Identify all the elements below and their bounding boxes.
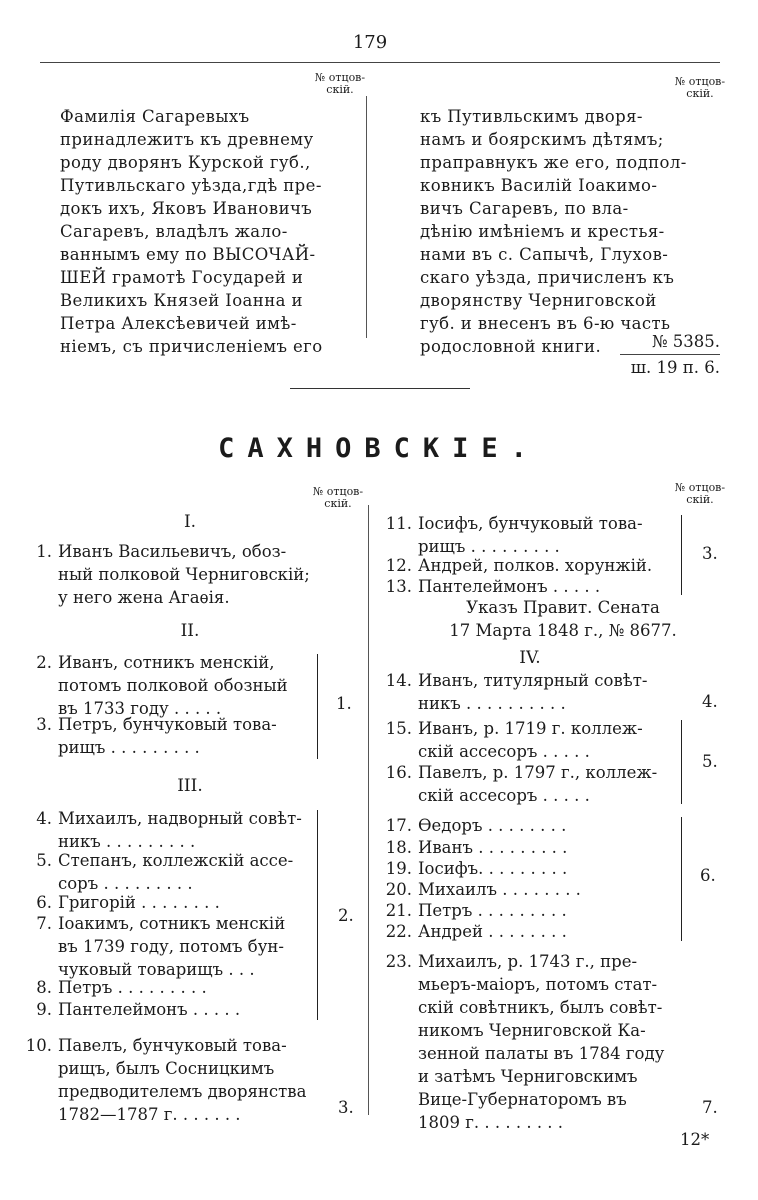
text-line: Ѳедоръ . . . . . . . . [418,816,567,835]
generation-1: I. [183,512,197,532]
entry-7 [12,912,333,981]
text-line: и затѣмъ Черниговскимъ [418,1067,638,1086]
entry-14 [372,669,718,715]
text-line: зенной палаты въ 1784 году [418,1044,665,1063]
entry-text [58,998,333,1021]
entry-text [418,920,703,943]
text-line: 1782—1787 г. . . . . . . [58,1105,241,1124]
entry-number: 21. [385,901,412,920]
family-title: САХНОВСКІЕ. [218,433,540,464]
entry-text [58,540,333,609]
text-line: Иванъ, р. 1719 г. коллеж- [418,719,643,738]
entry-number: 15. [385,719,412,738]
text-line: никомъ Черниговской Ка- [418,1021,646,1040]
entry-20 [372,878,703,901]
text-line: Іосифъ, бунчуковый това- [418,514,643,533]
text-line: Иванъ, сотникъ менскій, [58,653,275,672]
entry-6 [12,891,333,914]
text-line: чуковый товарищъ . . . [58,960,255,979]
text-line: докъ ихъ, Яковъ Ивановичъ [60,199,313,218]
column-note-3: № отцов- скій. [312,485,364,510]
text-line: Михаилъ, р. 1743 г., пре- [418,952,638,971]
entry-number: 16. [385,763,412,782]
entry-19 [372,857,703,880]
entry-text [58,912,333,981]
generation-3: III. [177,776,203,796]
entry-15 [372,717,703,763]
entry-16 [372,761,703,807]
entry-number: 10. [25,1036,52,1055]
text-line: родословной книги. [420,337,602,356]
text-line: Петръ . . . . . . . . . [418,901,567,920]
entry-number: 20. [385,880,412,899]
text-line: Великихъ Князей Іоанна и [60,291,303,310]
text-line: ШЕЙ грамотѣ Государей и [60,268,304,287]
entry-text [58,891,333,914]
entry-number: 13. [385,577,412,596]
brace-11-13 [680,515,682,595]
text-line: Иванъ . . . . . . . . . [418,838,568,857]
text-line: Сагаревъ, владѣлъ жало- [60,222,288,241]
entry-23 [372,950,708,1134]
column-note-1: № отцов- скій. [314,71,366,96]
text-line: Указъ Правит. Сената [466,598,660,617]
text-line: Михаилъ . . . . . . . . [418,880,581,899]
ref-17-22: 6. [700,866,716,885]
brace-4-9 [316,810,318,1020]
signature-mark: 12* [680,1130,710,1149]
entry-13 [372,575,703,598]
page-number: 179 [352,32,388,53]
ref-10: 3. [338,1098,354,1117]
text-line: рищъ . . . . . . . . . [418,537,560,556]
entry-text [418,575,703,598]
entry-text [58,807,333,853]
text-line: Петра Алексѣевичей имѣ- [60,314,297,333]
entry-number: 3. [36,715,52,734]
entry-text [418,554,703,577]
text-line: скій ассесоръ . . . . . [418,786,590,805]
text-line: нами въ с. Сапычѣ, Глухов- [420,245,669,264]
entry-number: 12. [385,556,412,575]
brace-17-22 [680,817,682,941]
text-line: рищъ, былъ Сосницкимъ [58,1059,275,1078]
text-line: Вице-Губернаторомъ въ [418,1090,627,1109]
text-line: потомъ полковой обозный [58,676,288,695]
entry-text [58,1034,333,1126]
text-line: Іоакимъ, сотникъ менскій [58,914,286,933]
text-line: Григорій . . . . . . . . [58,893,220,912]
text-line: ваннымъ ему по ВЫСОЧАЙ- [60,245,316,264]
entry-10 [12,1034,333,1126]
text-line: принадлежитъ къ древнему [60,130,314,149]
text-line: Пантелеймонъ . . . . . [418,577,601,596]
entry-number: 22. [385,922,412,941]
text-line: мьеръ-маіоръ, потомъ стат- [418,975,658,994]
entry-text [418,717,703,763]
entry-1 [12,540,333,609]
column-note-2: № отцов- скій. [674,75,726,100]
text-line: Іосифъ. . . . . . . . . [418,859,568,878]
text-line: никъ . . . . . . . . . [58,832,196,851]
text-line: къ Путивльскимъ дворя- [420,107,643,126]
text-line: никъ . . . . . . . . . . [418,694,566,713]
entry-12 [372,554,703,577]
text-line: скій совѣтникъ, былъ совѣт- [418,998,663,1017]
text-line: Фамилія Сагаревыхъ [60,107,250,126]
text-line: у него жена Агаѳія. [58,588,230,607]
text-line: дворянству Черниговской [420,291,657,310]
text-line: скаго уѣзда, причисленъ къ [420,268,675,287]
entry-8 [12,976,333,999]
generation-4: IV. [519,648,541,668]
text-line: Андрей, полков. хорунжій. [418,556,653,575]
entry-number: 1. [36,542,52,561]
entry-9 [12,998,333,1021]
entry-text [58,849,333,895]
entry-text [418,950,708,1134]
section-divider [290,388,470,389]
text-line: ковникъ Василій Іоакимо- [420,176,658,195]
text-line: Павелъ, р. 1797 г., коллеж- [418,763,658,782]
entry-text [58,651,333,720]
entry-21 [372,899,703,922]
entry-text [418,512,703,558]
entry-number: 18. [385,838,412,857]
ref-4-9: 2. [338,906,354,925]
header-rule [40,62,720,63]
text-line: Иванъ Васильевичъ, обоз- [58,542,287,561]
entry-number: 7. [36,914,52,933]
text-line: губ. и внесенъ въ 6-ю часть [420,314,671,333]
ref-2-3: 1. [336,694,352,713]
ref-14: 4. [702,692,718,711]
entry-number: 8. [36,978,52,997]
text-line: ный полковой Черниговскій; [58,565,310,584]
text-line: Михаилъ, надворный совѣт- [58,809,302,828]
entry-text [418,814,703,837]
entry-number: 17. [385,816,412,835]
text-line: въ 1733 году . . . . . [58,699,222,718]
entry-text [58,976,333,999]
text-line: ніемъ, съ причисленіемъ его [60,337,323,356]
sagarev-left-text [60,105,360,358]
entry-number: 11. [385,514,412,533]
text-line: Петръ, бунчуковый това- [58,715,277,734]
text-line: дѣнію имѣніемъ и крестья- [420,222,665,241]
entry-5 [12,849,333,895]
entry-text [418,669,718,715]
entry-number: 6. [36,893,52,912]
brace-2-3 [316,654,318,759]
entry-number: 5. [36,851,52,870]
entry-text [418,899,703,922]
record-rule [620,354,720,355]
text-line: предводителемъ дворянства [58,1082,307,1101]
text-line: рищъ . . . . . . . . . [58,738,200,757]
brace-15-16 [680,720,682,804]
entry-number: 2. [36,653,52,672]
entry-3 [12,713,333,759]
text-line: намъ и боярскимъ дѣтямъ; [420,130,664,149]
entry-2 [12,651,333,720]
entry-text [418,836,703,859]
entry-number: 4. [36,809,52,828]
entry-text [418,878,703,901]
text-line: 1809 г. . . . . . . . . [418,1113,564,1132]
ref-11-13: 3. [702,544,718,563]
text-line: роду дворянъ Курской губ., [60,153,311,172]
text-line: вичъ Сагаревъ, по вла- [420,199,629,218]
entry-number: 9. [36,1000,52,1019]
text-line: Пантелеймонъ . . . . . [58,1000,241,1019]
text-line: Петръ . . . . . . . . . [58,978,207,997]
column-divider [366,96,367,338]
text-line: праправнукъ же его, подпол- [420,153,687,172]
text-line: 17 Марта 1848 г., № 8677. [449,621,677,640]
generation-2: II. [180,621,200,641]
text-line: Павелъ, бунчуковый това- [58,1036,287,1055]
entry-text [418,857,703,880]
text-line: Андрей . . . . . . . . [418,922,567,941]
text-line: Иванъ, титулярный совѣт- [418,671,648,690]
entry-text [418,761,703,807]
ref-15-16: 5. [702,752,718,771]
entry-11 [372,512,703,558]
text-line: въ 1739 году, потомъ бун- [58,937,284,956]
sagarev-right-text [420,105,720,358]
column-note-4: № отцов- скій. [674,481,726,506]
entry-18 [372,836,703,859]
entry-17 [372,814,703,837]
text-line: скій ассесоръ . . . . . [418,742,590,761]
entry-number: 23. [385,952,412,971]
entry-text [58,713,333,759]
decree-note [428,596,698,642]
entry-4 [12,807,333,853]
text-line: соръ . . . . . . . . . [58,874,193,893]
text-line: Путивльскаго уѣзда,гдѣ пре- [60,176,322,195]
entry-number: 19. [385,859,412,878]
column-divider-2 [368,505,369,1115]
record-reference: ш. 19 п. 6. [630,358,720,377]
text-line: Степанъ, коллежскій ассе- [58,851,294,870]
entry-22 [372,920,703,943]
ref-23: 7. [702,1098,718,1117]
entry-number: 14. [385,671,412,690]
record-number: № 5385. [651,332,720,351]
